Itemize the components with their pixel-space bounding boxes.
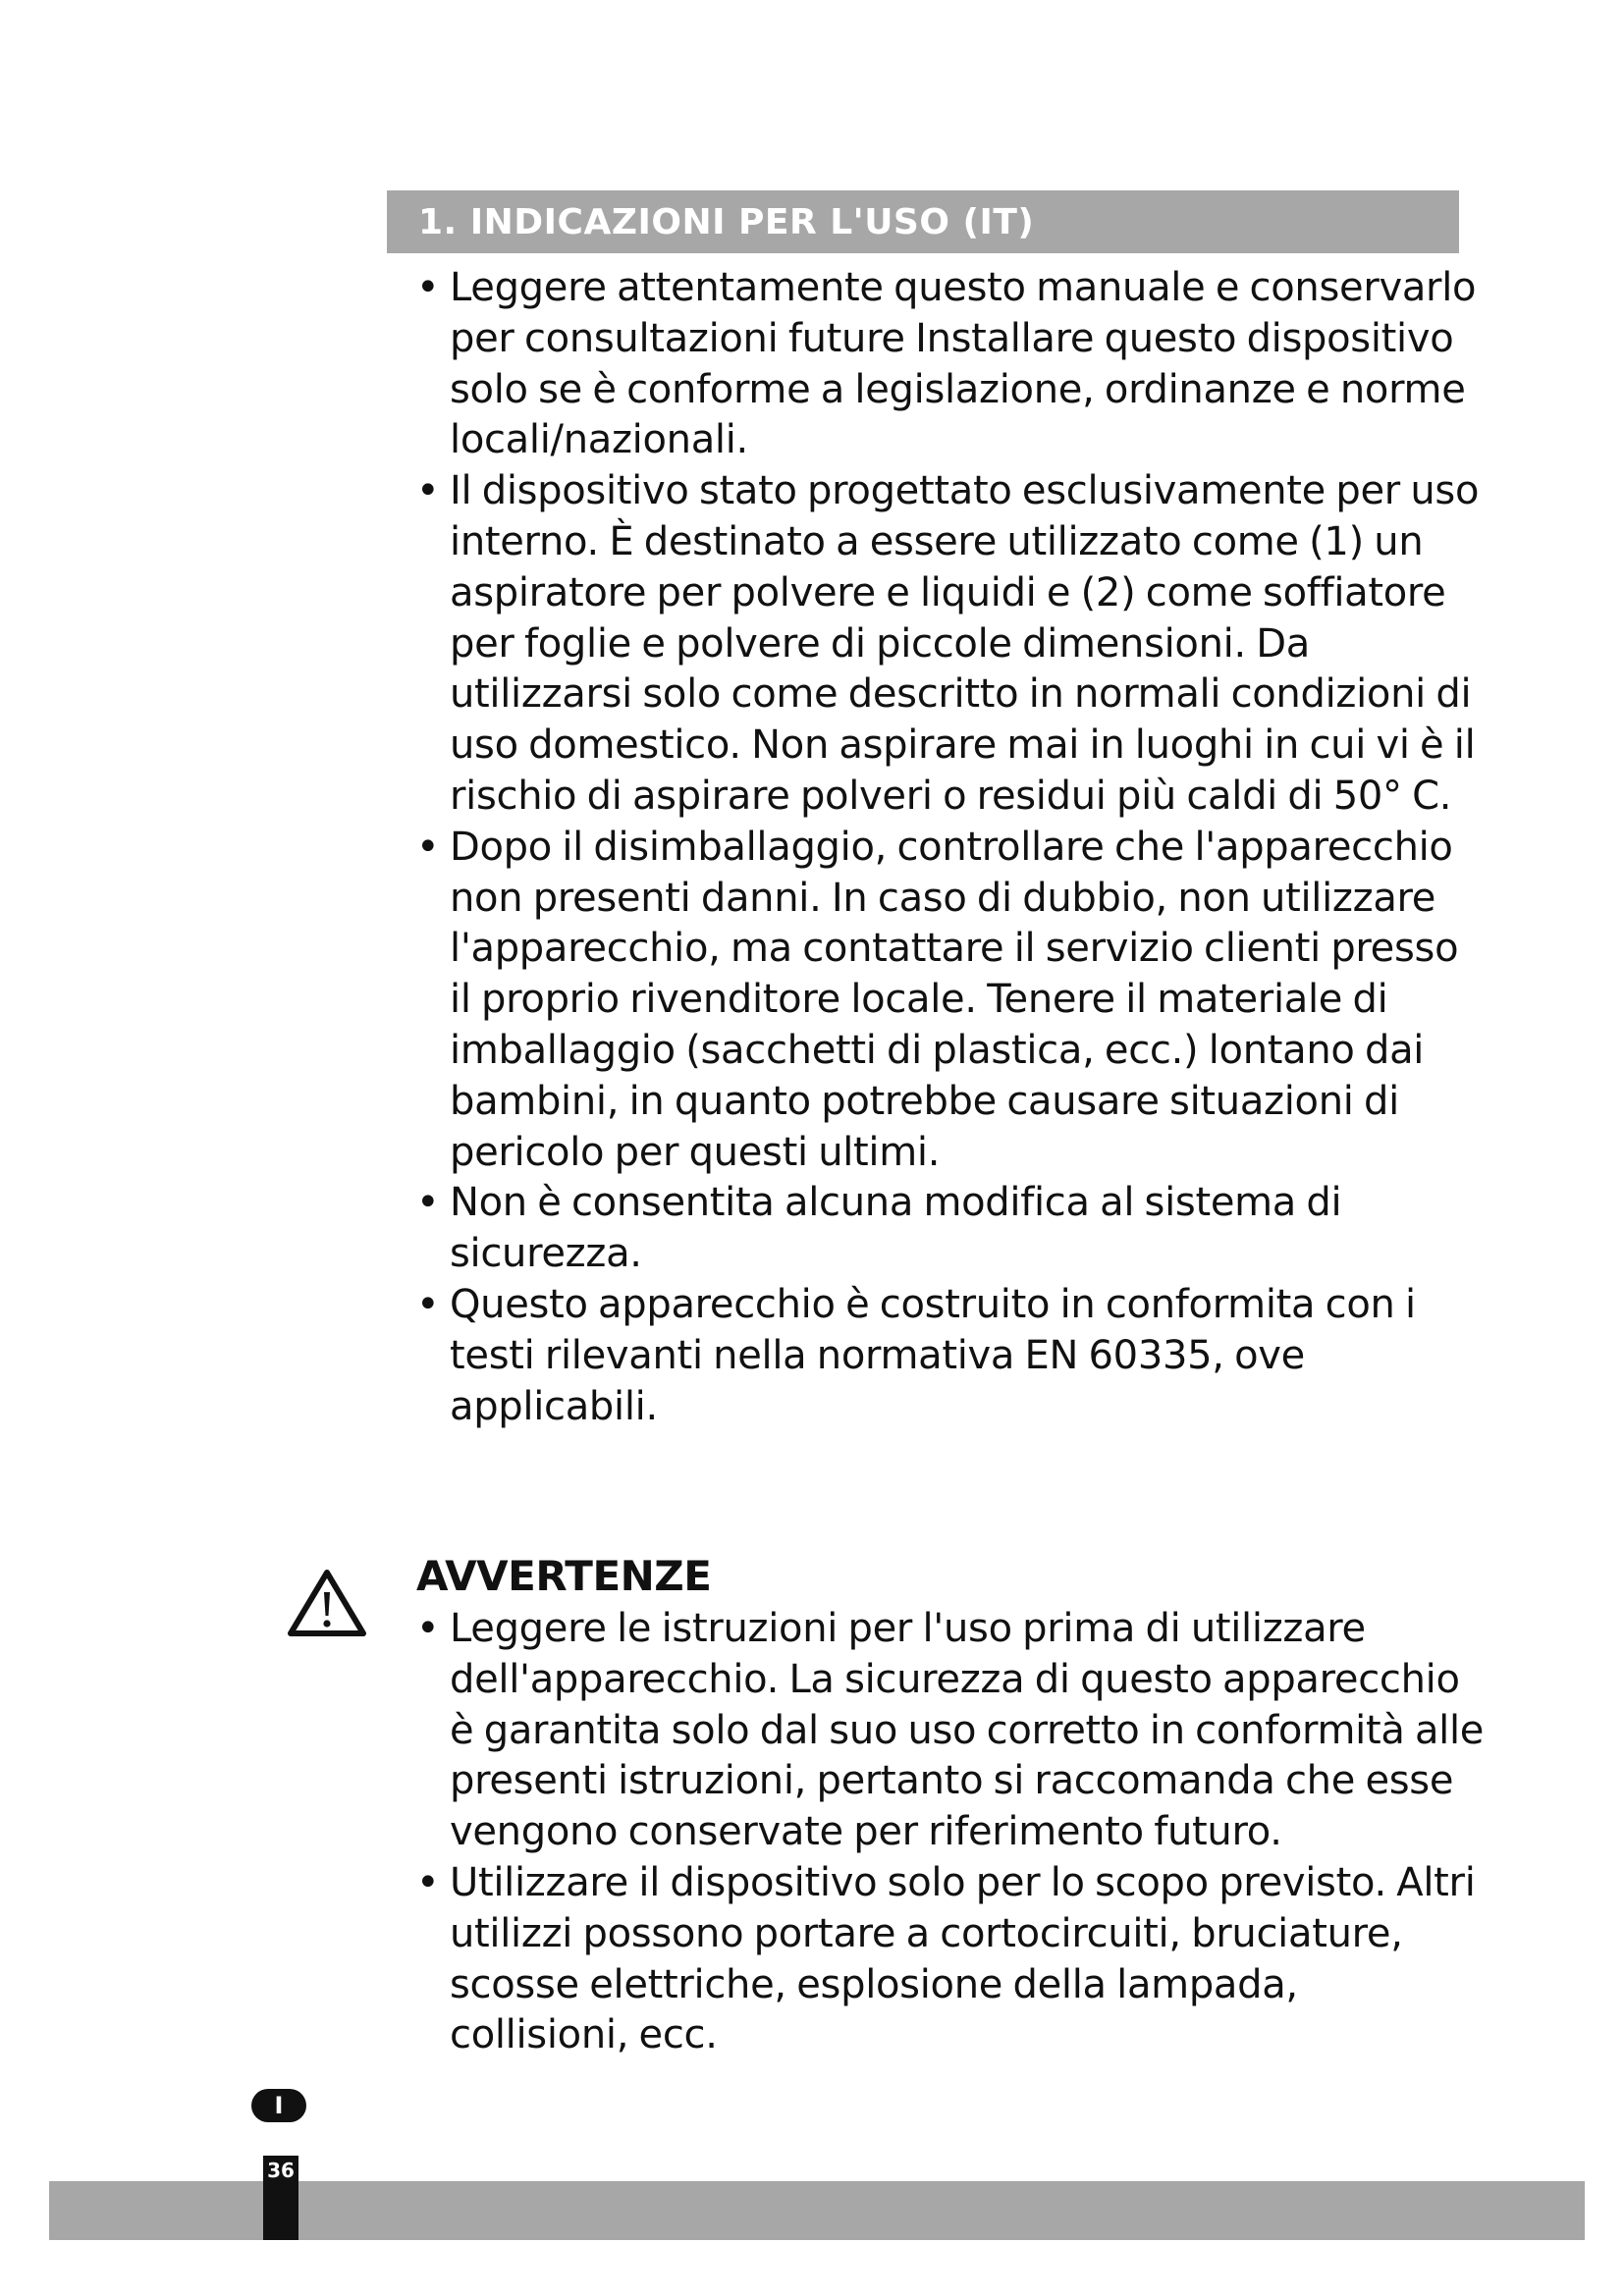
list-item: • Leggere le istruzioni per l'uso prima di utilizzare dell'apparecchio. La sicurezza di questo apparecchio è garantita solo dal suo uso corretto in conformità alle presenti istruzioni, pertanto si raccomanda che esse vengono conservate per riferimento futuro. <box>416 1604 1487 1858</box>
section-title: 1. INDICAZIONI PER L'USO (IT) <box>418 201 1035 242</box>
list-item: • Utilizzare il dispositivo solo per lo scopo previsto. Altri utilizzi possono portare a cortocircuiti, bruciature, scosse elettriche, esplosione della lampada, collisioni, ecc. <box>416 1858 1487 2061</box>
list-item: • Non è consentita alcuna modifica al sistema di sicurezza. <box>416 1178 1487 1280</box>
warning-triangle-icon <box>287 1569 367 1639</box>
list-item: • Leggere attentamente questo manuale e conservarlo per consultazioni future Installare questo dispositivo solo se è conforme a legislazione, ordinanze e norme locali/nazionali. <box>416 263 1487 466</box>
warnings-bullet-list <box>416 1604 1487 2061</box>
language-badge: I <box>251 2089 306 2122</box>
warnings-title: AVVERTENZE <box>416 1552 712 1600</box>
usage-bullet-list <box>416 263 1487 1432</box>
list-item: • Il dispositivo stato progettato esclusivamente per uso interno. È destinato a essere utilizzato come (1) un aspiratore per polvere e liquidi e (2) come soffiatore per foglie e polvere di piccole dimensioni. Da utilizzarsi solo come descritto in normali condizioni di uso domestico. Non aspirare mai in luoghi in cui vi è il rischio di aspirare polveri o residui più caldi di 50° C. <box>416 466 1487 823</box>
list-item: • Questo apparecchio è costruito in conformita con i testi rilevanti nella normativa EN 60335, ove applicabili. <box>416 1280 1487 1432</box>
warnings-section <box>416 1549 1487 2061</box>
page-number: 36 <box>267 2159 295 2182</box>
usage-instructions <box>416 263 1487 1432</box>
section-header <box>387 190 1459 253</box>
list-item: • Dopo il disimballaggio, controllare che l'apparecchio non presenti danni. In caso di dubbio, non utilizzare l'apparecchio, ma contattare il servizio clienti presso il proprio rivenditore locale. Tenere il materiale di imballaggio (sacchetti di plastica, ecc.) lontano dai bambini, in quanto potrebbe causare situazioni di pericolo per questi ultimi. <box>416 823 1487 1179</box>
